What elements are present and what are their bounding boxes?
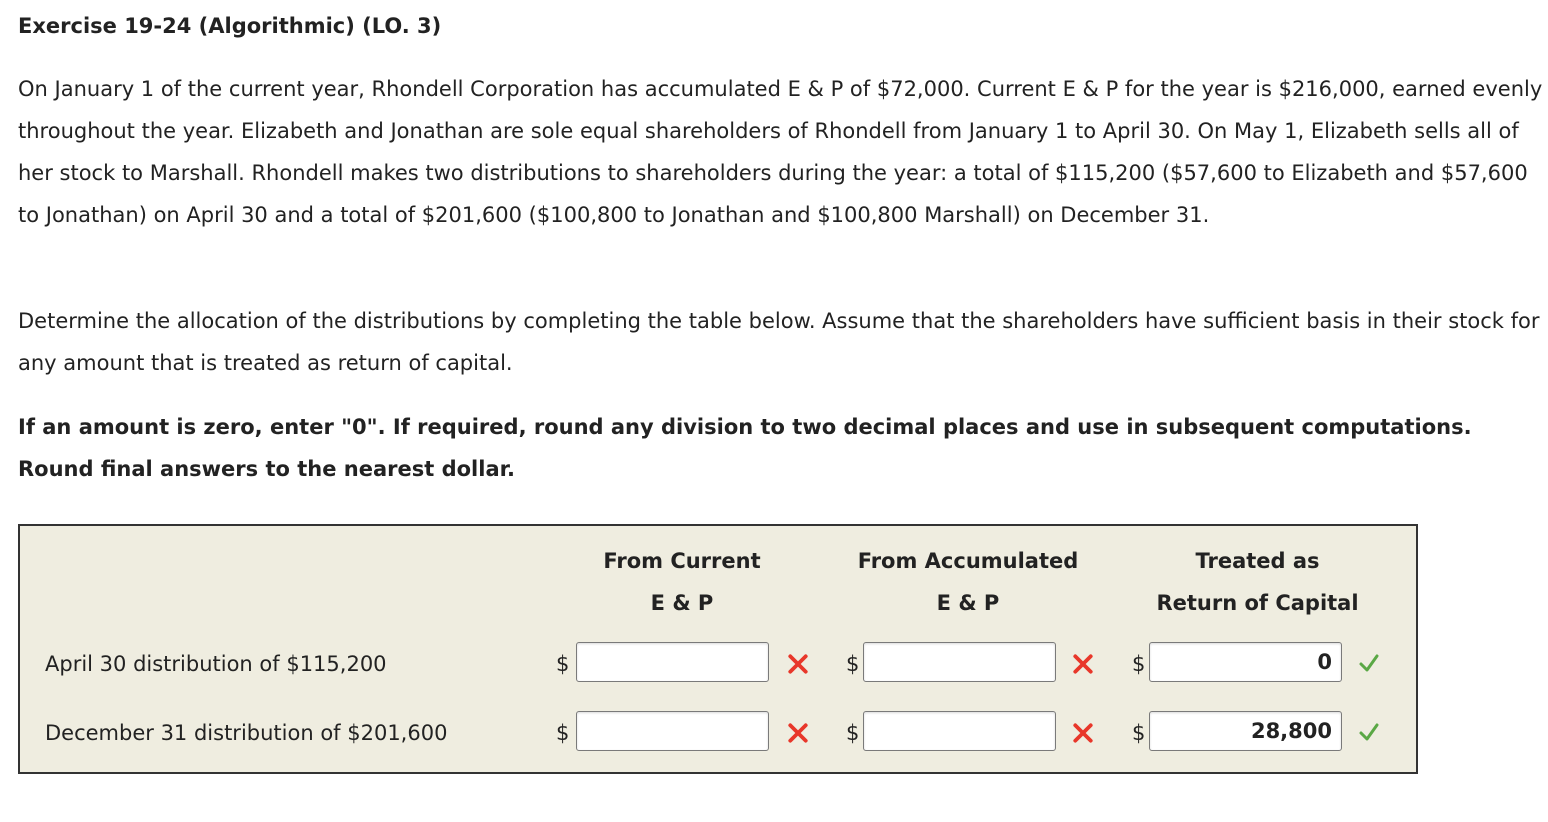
currency-symbol: $ [846, 721, 860, 745]
column-header-current-ep [577, 540, 787, 624]
column-header-line: E & P [650, 591, 714, 615]
exercise-title: Exercise 19-24 (Algorithmic) (LO. 3) [18, 14, 442, 38]
currency-symbol: $ [556, 721, 570, 745]
april-accumulated-ep-input[interactable] [863, 642, 1056, 682]
column-header-line: E & P [936, 591, 1000, 615]
currency-symbol: $ [1132, 652, 1146, 676]
incorrect-x-icon [1072, 653, 1094, 675]
currency-symbol: $ [846, 652, 860, 676]
row-label-december-31: December 31 distribution of $201,600 [45, 721, 448, 745]
column-header-line: Return of Capital [1156, 591, 1359, 615]
distribution-allocation-table [18, 524, 1418, 774]
currency-symbol: $ [556, 652, 570, 676]
problem-question: Determine the allocation of the distributions by completing the table below. Assume that the shareholders have sufficient basis in their stock for any amount that is treated as return of capital. [18, 309, 1540, 375]
december-accumulated-ep-input[interactable] [863, 711, 1056, 751]
incorrect-x-icon [1072, 722, 1094, 744]
column-header-line: Treated as [1195, 549, 1320, 573]
problem-description: On January 1 of the current year, Rhondell Corporation has accumulated E & P of $72,000. Current E & P for the year is $216,000, earned evenly throughout the year. Elizabeth and Jonathan are sole equal shareholders of Rhondell from January 1 to April 30. On May 1, Elizabeth sells all of her stock to Marshall. Rhondell makes two distributions to shareholders during the year: a total of $115,200 ($57,600 to Elizabeth and $57,600 to Jonathan) on April 30 and a total of $201,600 ($100,800 to Jonathan and $100,800 Marshall) on December 31. [18, 77, 1543, 227]
december-current-ep-input[interactable] [576, 711, 769, 751]
currency-symbol: $ [1132, 721, 1146, 745]
correct-check-icon [1358, 652, 1380, 674]
incorrect-x-icon [787, 722, 809, 744]
row-label-april-30: April 30 distribution of $115,200 [45, 652, 387, 676]
column-header-line: From Accumulated [857, 549, 1079, 573]
april-current-ep-input[interactable] [576, 642, 769, 682]
april-return-of-capital-input[interactable] [1149, 642, 1342, 682]
correct-check-icon [1358, 721, 1380, 743]
incorrect-x-icon [787, 653, 809, 675]
december-return-of-capital-input[interactable] [1149, 711, 1342, 751]
problem-instructions: If an amount is zero, enter "0". If required, round any division to two decimal places and use in subsequent computations. Round final answers to the nearest dollar. [18, 415, 1472, 481]
column-header-accumulated-ep [838, 540, 1098, 624]
column-header-return-of-capital [1135, 540, 1380, 624]
column-header-line: From Current [603, 549, 761, 573]
